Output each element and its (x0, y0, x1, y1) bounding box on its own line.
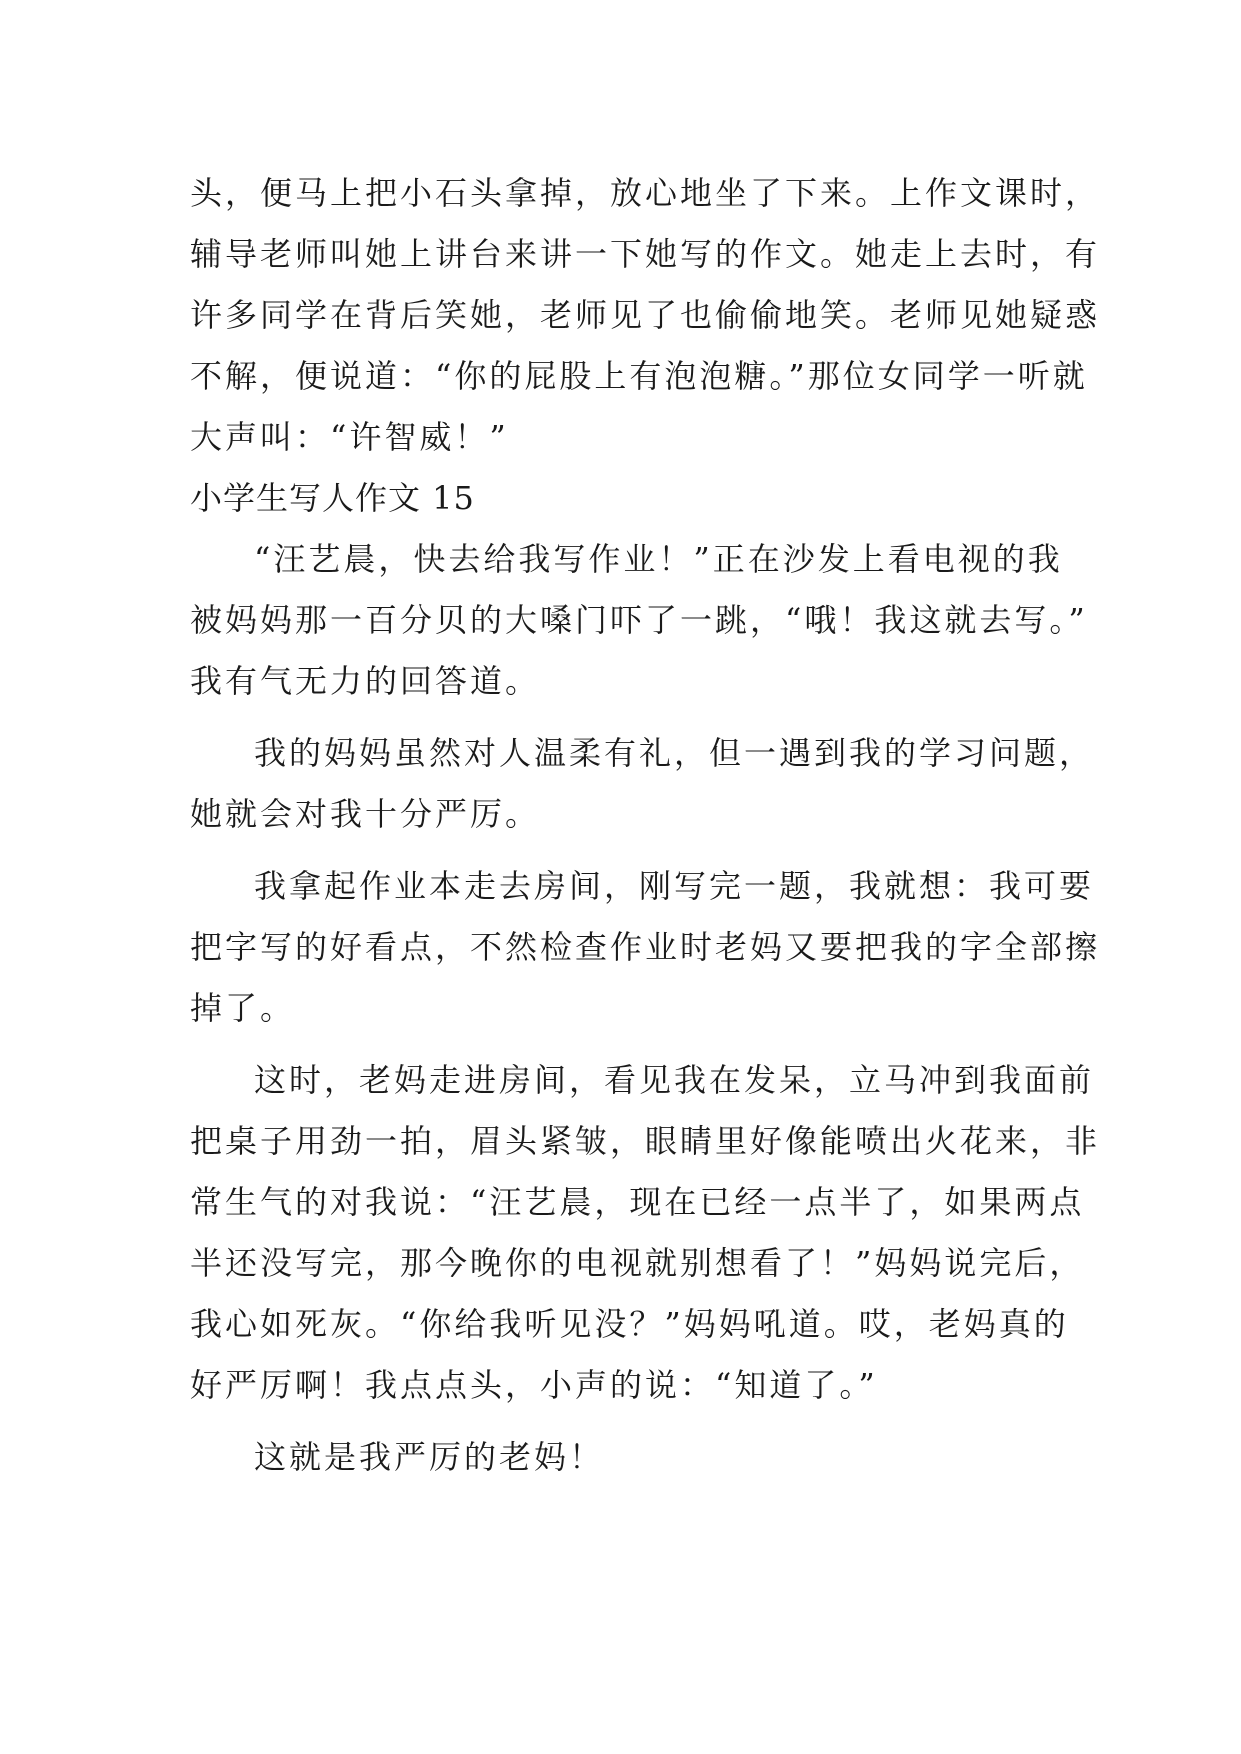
text-line: 把桌子用劲一拍，眉头紧皱，眼睛里好像能喷出火花来，非 (190, 1122, 1101, 1160)
text-line: 好严厉啊！我点点头，小声的说：“知道了。” (190, 1366, 878, 1404)
text-line: 被妈妈那一百分贝的大嗓门吓了一跳，“哦！我这就去写。” (190, 601, 1088, 639)
essay-title: 小学生写人作文 15 (190, 479, 475, 517)
text-line: 我拿起作业本走去房间，刚写完一题，我就想：我可要 (254, 867, 1095, 905)
text-line: 大声叫：“许智威！” (190, 418, 509, 456)
previous-essay-ending (190, 163, 1101, 468)
text-line: 我有气无力的回答道。 (190, 662, 541, 700)
text-line: 掉了。 (190, 989, 296, 1027)
text-line: 她就会对我十分严厉。 (190, 795, 541, 833)
text-line: 半还没写完，那今晚你的电视就别想看了！”妈妈说完后， (190, 1244, 1085, 1282)
paragraph-5 (190, 1427, 1060, 1488)
paragraph-3 (190, 856, 1101, 1039)
text-line: 这时，老妈走进房间，看见我在发呆，立马冲到我面前 (254, 1061, 1095, 1099)
text-line: 这就是我严厉的老妈！ (254, 1438, 605, 1476)
text-line: 许多同学在背后笑她，老师见了也偷偷地笑。老师见她疑惑 (190, 296, 1101, 334)
paragraph-4 (190, 1050, 1101, 1416)
paragraph-1 (190, 529, 1088, 712)
essay-text-block (190, 163, 1101, 1488)
text-line: “汪艺晨，快去给我写作业！”正在沙发上看电视的我 (254, 540, 1063, 578)
text-line: 不解，便说道：“你的屁股上有泡泡糖。”那位女同学一听就 (190, 357, 1088, 395)
text-line: 把字写的好看点，不然检查作业时老妈又要把我的字全部擦 (190, 928, 1101, 966)
text-line: 我的妈妈虽然对人温柔有礼，但一遇到我的学习问题， (254, 734, 1095, 772)
text-line: 常生气的对我说：“汪艺晨，现在已经一点半了，如果两点 (190, 1183, 1085, 1221)
text-line: 我心如死灰。“你给我听见没？”妈妈吼道。哎，老妈真的 (190, 1305, 1069, 1343)
paragraph-2 (190, 723, 1095, 845)
text-line: 头，便马上把小石头拿掉，放心地坐了下来。上作文课时， (190, 174, 1101, 212)
text-line: 辅导老师叫她上讲台来讲一下她写的作文。她走上去时，有 (190, 235, 1101, 273)
